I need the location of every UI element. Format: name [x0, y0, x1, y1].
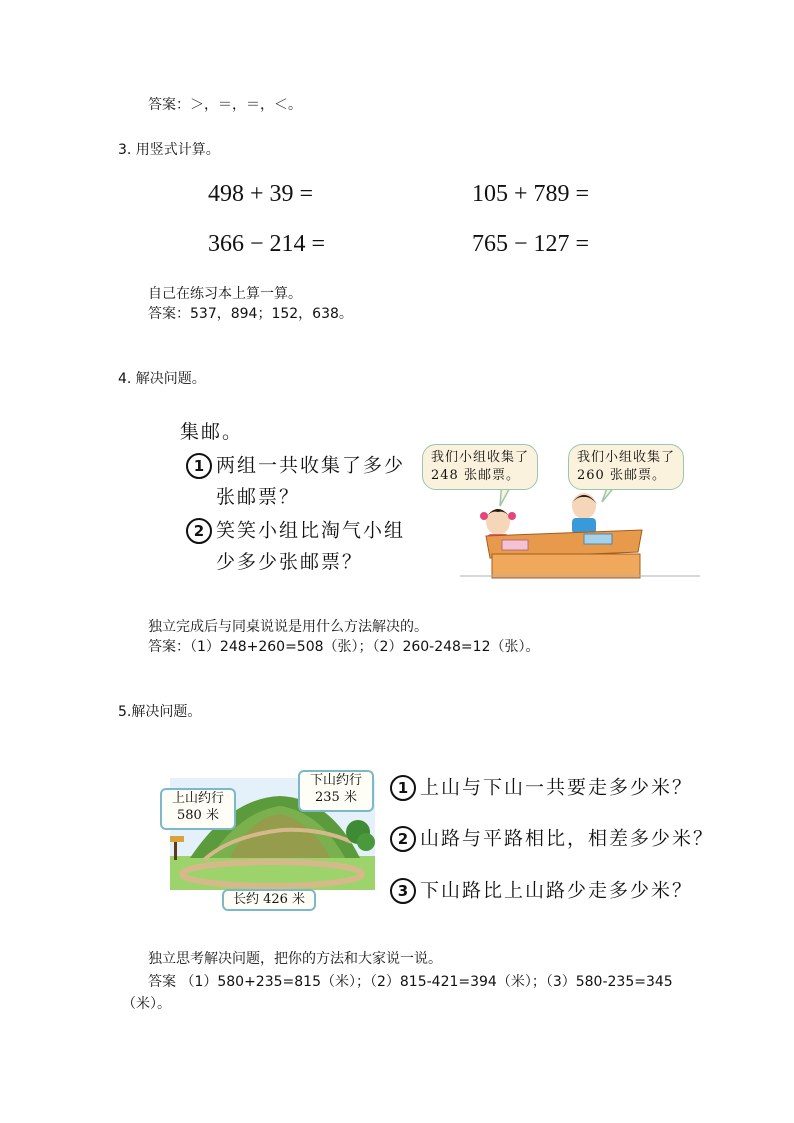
q3-title: 3. 用竖式计算。 [118, 142, 220, 158]
equation-2: 105 + 789 = [472, 181, 590, 207]
circled-number-icon: 1 [390, 775, 416, 801]
q5-item-1 [390, 775, 693, 801]
equation-1: 498 + 39 = [208, 181, 314, 207]
sign-uphill-line2: 580 米 [177, 808, 219, 823]
q5-answer-line1: 答案 （1）580+235=815（米）；（2）815-421=394（米）；（3）580-235=345 [148, 974, 673, 990]
circled-number-icon: 2 [390, 826, 416, 852]
sign-downhill-line2: 235 米 [315, 790, 357, 805]
speech-bubble-boy [568, 444, 684, 490]
bubble-boy-line1: 我们小组收集了 [577, 450, 676, 465]
q4-topic: 集邮。 [180, 421, 244, 443]
q4-item-2-line2: 少多少张邮票？ [216, 551, 364, 573]
q5-item-1-text: 上山与下山一共要走多少米？ [420, 776, 694, 799]
bubble-girl-line1: 我们小组收集了 [431, 450, 530, 465]
sign-downhill [298, 770, 374, 812]
circled-number-icon: 1 [186, 453, 212, 479]
q4-item-1-line2: 张邮票？ [216, 486, 301, 508]
q5-title: 5.解决问题。 [118, 704, 202, 720]
circled-number-icon: 3 [390, 878, 416, 904]
q4-item-2 [186, 518, 405, 544]
bubble-boy-line2: 260 张邮票。 [577, 468, 666, 483]
q4-item-1 [186, 453, 405, 479]
sign-uphill [160, 788, 236, 830]
circled-number-icon: 2 [186, 518, 212, 544]
sign-flat-road: 长约 426 米 [222, 889, 316, 911]
q4-item-1-line1: 两组一共收集了多少 [216, 454, 406, 477]
q4-answer: 答案：（1）248+260=508（张）；（2）260-248=12（张）。 [148, 639, 540, 655]
equation-4: 765 − 127 = [472, 231, 590, 257]
q3-answer: 答案：537，894；152，638。 [148, 306, 353, 322]
q5-item-3 [390, 878, 693, 904]
bubble-girl-line2: 248 张邮票。 [431, 468, 520, 483]
q5-item-3-text: 下山路比上山路少走多少米？ [420, 879, 694, 902]
sign-downhill-line1: 下山约行 [309, 773, 362, 788]
q3-hint: 自己在练习本上算一算。 [148, 286, 302, 302]
sign-uphill-line1: 上山约行 [171, 791, 224, 806]
q5-answer-line2: （米）。 [122, 996, 171, 1012]
q2-answer: 答案：＞，＝，＝，＜。 [148, 97, 302, 113]
q5-item-2 [390, 826, 714, 852]
q4-title: 4. 解决问题。 [118, 371, 206, 387]
q5-hint: 独立思考解决问题，把你的方法和大家说一说。 [148, 951, 442, 967]
q4-hint: 独立完成后与同桌说说是用什么方法解决的。 [148, 619, 428, 635]
equation-3: 366 − 214 = [208, 231, 326, 257]
q5-item-2-text: 山路与平路相比，相差多少米？ [420, 827, 715, 850]
q4-item-2-line1: 笑笑小组比淘气小组 [216, 519, 406, 542]
speech-bubble-girl [422, 444, 538, 490]
